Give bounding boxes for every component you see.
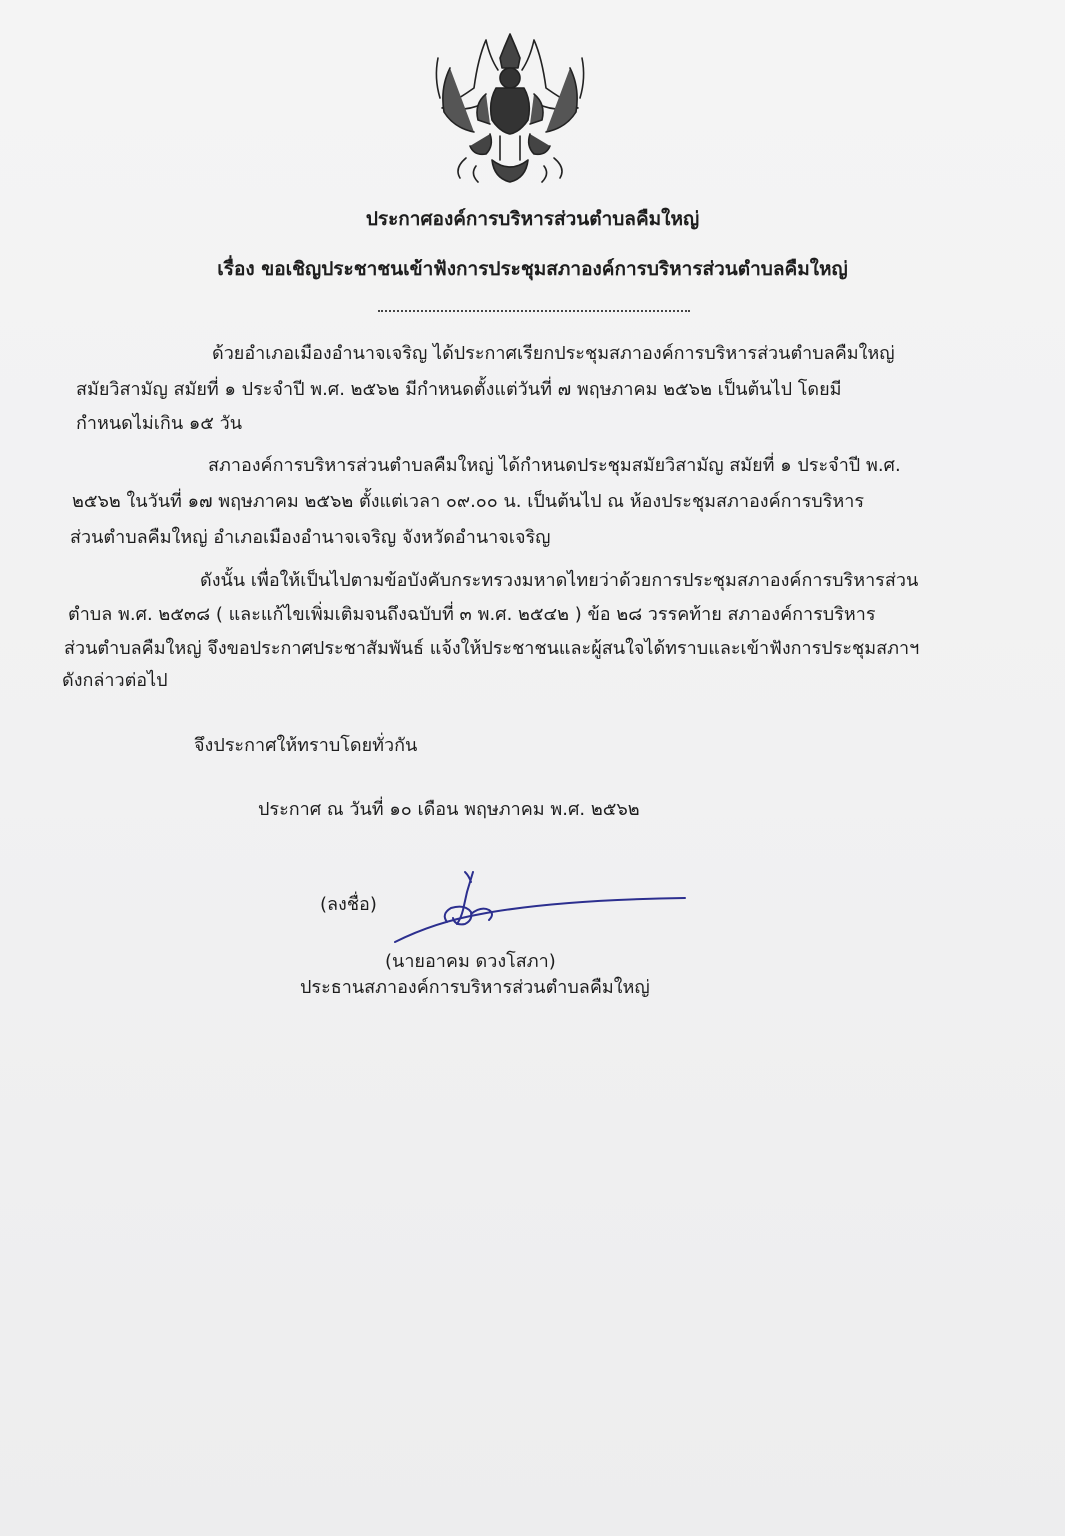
handwritten-signature-icon	[385, 862, 695, 957]
signatory-name: (นายอาคม ดวงโสภา)	[385, 951, 556, 972]
announcement-title: ประกาศองค์การบริหารส่วนตำบลคืมใหญ่	[365, 208, 700, 230]
paragraph-3-line-4: ดังกล่าวต่อไป	[62, 670, 168, 691]
paragraph-1-line-3: กำหนดไม่เกิน ๑๕ วัน	[76, 413, 243, 434]
separator-line	[378, 310, 690, 312]
paragraph-3-line-2: ตำบล พ.ศ. ๒๕๓๘ ( และแก้ไขเพิ่มเติมจนถึงฉบับที่ ๓ พ.ศ. ๒๕๔๒ ) ข้อ ๒๘ วรรคท้าย สภาองค์การบริหาร	[68, 604, 876, 625]
announcement-subject: เรื่อง ขอเชิญประชาชนเข้าฟังการประชุมสภาองค์การบริหารส่วนตำบลคืมใหญ่	[217, 258, 848, 280]
paragraph-1-line-1: ด้วยอำเภอเมืองอำนาจเจริญ ได้ประกาศเรียกประชุมสภาองค์การบริหารส่วนตำบลคืมใหญ่	[212, 343, 895, 364]
garuda-emblem-icon	[430, 28, 590, 186]
paragraph-1-line-2: สมัยวิสามัญ สมัยที่ ๑ ประจำปี พ.ศ. ๒๕๖๒ มีกำหนดตั้งแต่วันที่ ๗ พฤษภาคม ๒๕๖๒ เป็นต้นไป โดยมี	[76, 379, 842, 400]
announcement-date: ประกาศ ณ วันที่ ๑๐ เดือน พฤษภาคม พ.ศ. ๒๕๖๒	[258, 799, 640, 820]
paragraph-2-line-1: สภาองค์การบริหารส่วนตำบลคืมใหญ่ ได้กำหนดประชุมสมัยวิสามัญ สมัยที่ ๑ ประจำปี พ.ศ.	[208, 455, 901, 476]
signatory-position: ประธานสภาองค์การบริหารส่วนตำบลคืมใหญ่	[300, 977, 650, 998]
paragraph-3-line-1: ดังนั้น เพื่อให้เป็นไปตามข้อบังคับกระทรวงมหาดไทยว่าด้วยการประชุมสภาองค์การบริหารส่วน	[200, 570, 919, 591]
paragraph-2-line-3: ส่วนตำบลคืมใหญ่ อำเภอเมืองอำนาจเจริญ จังหวัดอำนาจเจริญ	[70, 527, 551, 548]
signature-label: (ลงชื่อ)	[320, 894, 377, 915]
paragraph-3-line-3: ส่วนตำบลคืมใหญ่ จึงขอประกาศประชาสัมพันธ์ แจ้งให้ประชาชนและผู้สนใจได้ทราบและเข้าฟังการประชุมสภาฯ	[64, 638, 920, 659]
paragraph-2-line-2: ๒๕๖๒ ในวันที่ ๑๗ พฤษภาคม ๒๕๖๒ ตั้งแต่เวลา ๐๙.๐๐ น. เป็นต้นไป ณ ห้องประชุมสภาองค์การบริหาร	[72, 491, 865, 512]
closing-statement: จึงประกาศให้ทราบโดยทั่วกัน	[194, 735, 418, 756]
